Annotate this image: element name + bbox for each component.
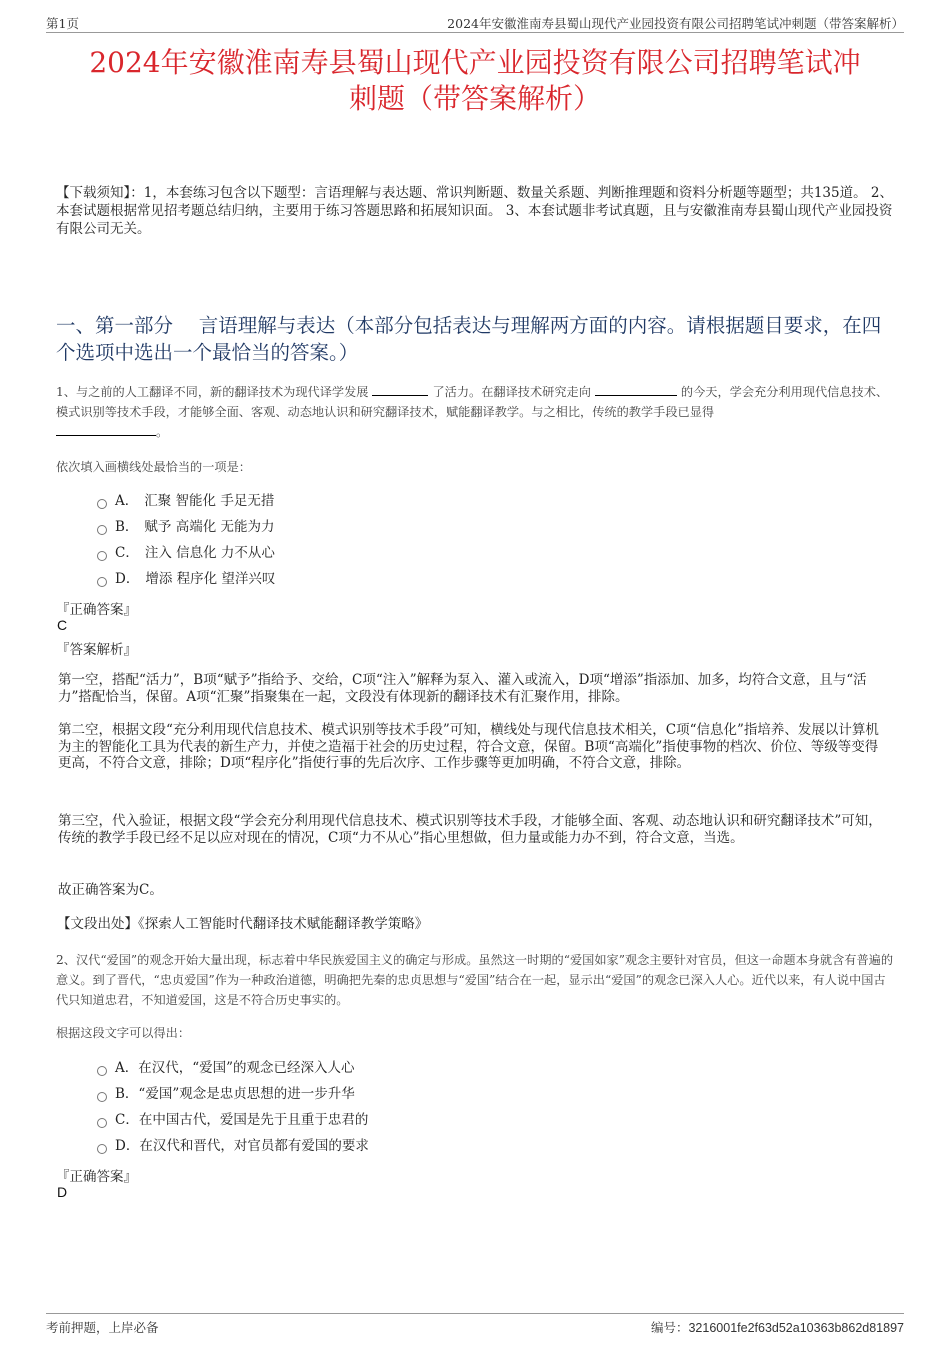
radio-icon[interactable] xyxy=(97,499,107,509)
section-heading: 一、第一部分 言语理解与表达（本部分包括表达与理解两方面的内容。请根据题目要求，在四个选项中选出一个最恰当的答案。） xyxy=(56,314,882,364)
footer-code: 编号：3216001fe2f63d52a10363b862d81897 xyxy=(650,1320,904,1335)
footer-slogan: 考前押题，上岸必备 xyxy=(46,1320,159,1335)
q1-text-part-b: 了活力。在翻译技术研究走向 xyxy=(432,385,591,399)
q1-analysis-label: 『答案解析』 xyxy=(56,642,137,658)
radio-icon[interactable] xyxy=(97,551,107,561)
q1-option-d[interactable]: D． 增添 程序化 望洋兴叹 xyxy=(97,569,275,589)
page-number: 第1页 xyxy=(46,16,79,31)
q1-source: 【文段出处】《探索人工智能时代翻译技术赋能翻译教学策略》 xyxy=(57,916,429,932)
q1-analysis-para-3: 第三空，代入验证，根据文段“学会充分利用现代信息技术、模式识别等技术手段，才能够全面、客观、动态地认识和研究翻译技术”可知，传统的教学手段已经不足以应对现在的情况，C项“力不从心”指心里想做，但力量或能力办不到，符合文意，当选。 xyxy=(58,813,882,846)
q1-text-part-c: 的今天，学会充分利用现代信息技术、模式识别等技术手段，才能够全面、客观、动态地认识和研究翻译技术，赋能翻译教学。与之相比，传统的教学手段已显得 xyxy=(56,385,889,419)
radio-icon[interactable] xyxy=(97,577,107,587)
q1-answer-label: 『正确答案』 xyxy=(56,602,137,618)
header-doc-title: 2024年安徽淮南寿县蜀山现代产业园投资有限公司招聘笔试冲刺题（带答案解析） xyxy=(447,16,904,31)
q1-blank-1 xyxy=(372,383,428,396)
document-title xyxy=(40,45,910,117)
question-2-text: 2、汉代“爱国”的观念开始大量出现，标志着中华民族爱国主义的确定与形成。虽然这一时期的“爱国如家”观念主要针对官员，但这一命题本身就含有普遍的意义。到了晋代，“忠贞爱国”作为一种政治道德，明确把先秦的忠贞思想与“爱国”结合在一起，显示出“爱国”的观念已深入人心。近代以来，有人说中国古代只知道忠君，不知道爱国，这是不符合历史事实的。 xyxy=(56,953,894,1007)
radio-icon[interactable] xyxy=(97,1118,107,1128)
q1-conclusion: 故正确答案为C。 xyxy=(58,882,163,898)
q1-analysis-para-1: 第一空，搭配“活力”，B项“赋予”指给予、交给，C项“注入”解释为泵入、灌入或流入，D项“增添”指添加、加多，均符合文意，且与“活力”搭配恰当，保留。A项“汇聚”指聚集在一起，文段没有体现新的翻译技术有汇聚作用，排除。 xyxy=(58,672,867,705)
page-footer xyxy=(46,1313,904,1335)
document-title-line-2: 刺题（带答案解析） xyxy=(348,82,601,115)
q2-answer-label: 『正确答案』 xyxy=(56,1169,137,1185)
q1-text-part-d: 。 xyxy=(156,425,169,439)
page-header xyxy=(46,14,904,33)
q2-option-a[interactable]: A．在汉代，“爱国”的观念已经深入人心 xyxy=(97,1058,355,1078)
q2-option-c[interactable]: C．在中国古代，爱国是先于且重于忠君的 xyxy=(97,1110,368,1130)
q1-blank-2 xyxy=(595,383,677,396)
download-notice: 【下载须知】：1，本套练习包含以下题型：言语理解与表达题、常识判断题、数量关系题、判断推理题和资料分析题等题型；共135道。 2、本套试题根据常见招考题总结归纳，主要用于练习答题思路和拓展知识面。 3、本套试题非考试真题，且与安徽淮南寿县蜀山现代产业园投资有限公司无关。 xyxy=(56,185,893,237)
q2-option-d[interactable]: D．在汉代和晋代，对官员都有爱国的要求 xyxy=(97,1136,369,1156)
radio-icon[interactable] xyxy=(97,1066,107,1076)
q2-prompt: 根据这段文字可以得出： xyxy=(56,1026,191,1040)
q2-answer: D xyxy=(57,1184,68,1200)
radio-icon[interactable] xyxy=(97,1092,107,1102)
radio-icon[interactable] xyxy=(97,1144,107,1154)
q1-prompt: 依次填入画横线处最恰当的一项是： xyxy=(56,460,251,474)
q1-answer: C xyxy=(57,617,68,633)
document-title-line-1: 2024年安徽淮南寿县蜀山现代产业园投资有限公司招聘笔试冲 xyxy=(89,46,861,79)
radio-icon[interactable] xyxy=(97,525,107,535)
q1-blank-3 xyxy=(56,423,156,436)
q1-option-a[interactable]: A． 汇聚 智能化 手足无措 xyxy=(97,491,274,511)
q1-option-b[interactable]: B． 赋予 高端化 无能为力 xyxy=(97,517,275,537)
q1-analysis-para-2: 第二空，根据文段“充分利用现代信息技术、模式识别等技术手段”可知，横线处与现代信息技术相关，C项“信息化”指培养、发展以计算机为主的智能化工具为代表的新生产力，并使之造福于社会的历史过程，符合文意，保留。B项“高端化”指使事物的档次、价位、等级等变得更高，不符合文意，排除；D项“程序化”指使行事的先后次序、工作步骤等更加明确，不符合文意，排除。 xyxy=(58,722,879,771)
q2-option-b[interactable]: B．“爱国”观念是忠贞思想的进一步升华 xyxy=(97,1084,355,1104)
q1-text-part-a: 1、与之前的人工翻译不同，新的翻译技术为现代译学发展 xyxy=(56,385,369,399)
question-1-text xyxy=(56,382,894,442)
q1-option-c[interactable]: C． 注入 信息化 力不从心 xyxy=(97,543,275,563)
